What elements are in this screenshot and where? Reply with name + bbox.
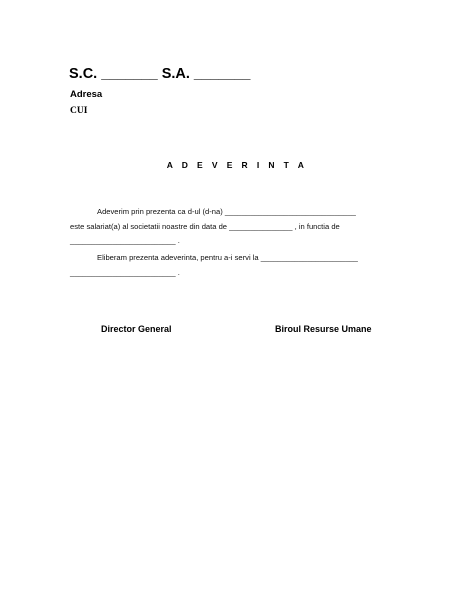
body-line-2: este salariat(a) al societatii noastre din data de _______________ , in functia de: [70, 222, 340, 231]
body-line-1: Adeverim prin prezenta ca d-ul (d-na) _______________________________: [97, 207, 356, 216]
document-title: A D E V E R I N T A: [166, 160, 308, 170]
signature-hr-department: Biroul Resurse Umane: [275, 324, 372, 334]
body-line-3: _________________________ .: [70, 236, 180, 245]
cui-label: CUI: [70, 106, 88, 116]
company-name: S.C. _______ S.A. _______: [69, 66, 251, 82]
body-line-4: Eliberam prezenta adeverinta, pentru a-i servi la _______________________: [97, 253, 358, 262]
signature-director-general: Director General: [101, 324, 172, 334]
body-line-5: _________________________ .: [70, 268, 180, 277]
address-label: Adresa: [70, 89, 103, 100]
